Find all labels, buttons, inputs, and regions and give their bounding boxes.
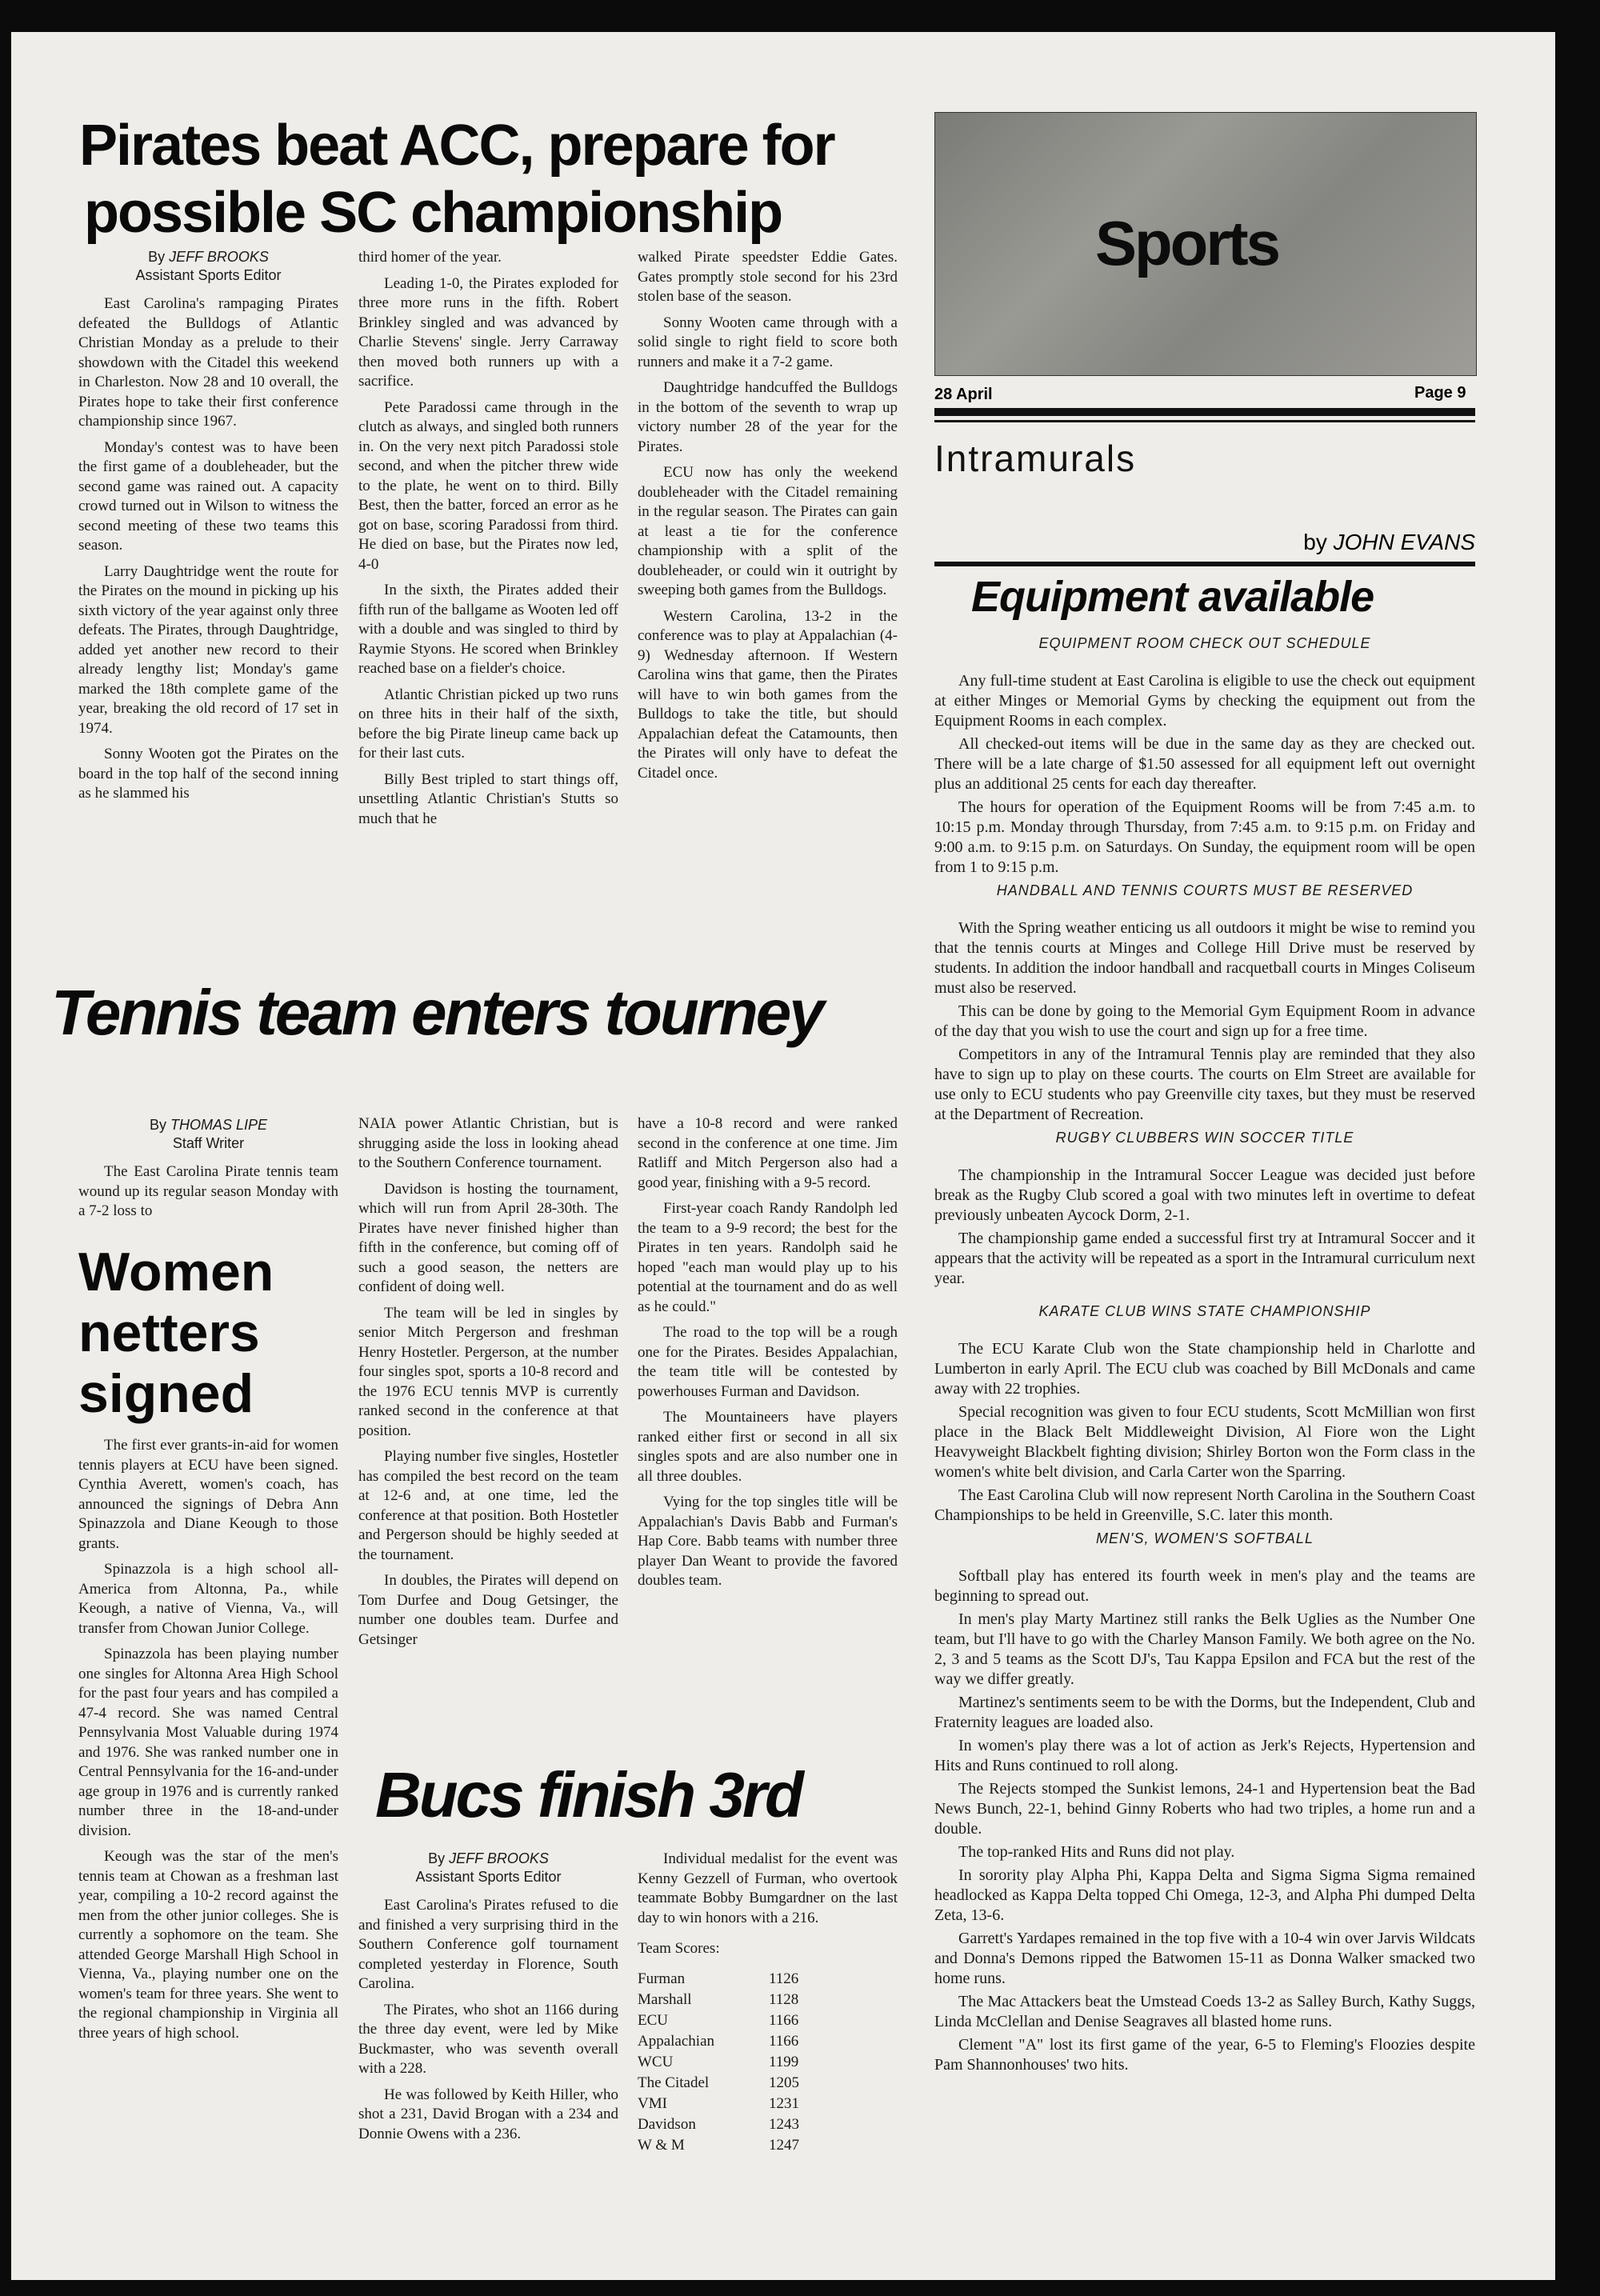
- team-name: Furman: [638, 1970, 686, 1987]
- paragraph: In doubles, the Pirates will depend on Tom Durfee and Doug Getsinger, the number one doubles team. Durfee and Getsinger: [358, 1572, 618, 1648]
- team-score: 1128: [769, 1990, 799, 2008]
- tennis-byline: [78, 1116, 338, 1153]
- tennis-column-1-lead: [78, 1116, 338, 1228]
- team-name: Appalachian: [638, 2032, 715, 2050]
- paragraph: The Pirates, who shot an 1166 during the three day event, were led by Mike Buckmaster, who was seventh overall with a 228.: [358, 2001, 618, 2077]
- team-score-row: [638, 1991, 799, 2012]
- team-score: 1166: [769, 2011, 799, 2029]
- paragraph: The ECU Karate Club won the State championship held in Charlotte and Lumberton in early April. The ECU club was coached by Bill McDonals and came away with 22 trophies.: [934, 1340, 1475, 1398]
- team-score-row: [638, 2116, 799, 2137]
- paragraph: Sonny Wooten got the Pirates on the board in the top half of the second inning as he slammed his: [78, 746, 338, 802]
- paragraph: ECU now has only the weekend doubleheader with the Citadel remaining in the regular season. The Pirates can gain at least a tie for the conference championship with a split of the doubleheader, or could win it outright by sweeping both games from the Bulldogs.: [638, 464, 898, 598]
- sports-section-title: Sports: [1095, 208, 1279, 278]
- paragraph: The Mountaineers have players ranked either first or second in all six singles spots and are also number one in all three doubles.: [638, 1409, 898, 1485]
- paragraph: With the Spring weather enticing us all outdoors it might be wise to remind you that the tennis courts at Minges and College Hill Drive must be reserved by students. In addition the indoor handball and racquetball courts in Minges Coliseum must also be reserved.: [934, 919, 1475, 997]
- tennis-column-2: [358, 1114, 618, 1656]
- masthead-rule-thin: [934, 420, 1475, 422]
- intramurals-rule: [934, 562, 1475, 566]
- paragraph: Softball play has entered its fourth week in men's play and the teams are beginning to spread out.: [934, 1567, 1475, 1605]
- article1-headline-line2: possible SC championship: [84, 181, 782, 245]
- women-headline: [78, 1242, 338, 1424]
- paragraph: In the sixth, the Pirates added their fifth run of the ballgame as Wooten led off with a double and was singled to third by Raymie Styons. He scored when Brinkley reached base on a fielder's choice.: [358, 582, 618, 677]
- paragraph: East Carolina's Pirates refused to die and finished a very surprising third in the Southern Conference golf tournament completed yesterday in Florence, South Carolina.: [358, 1897, 618, 1992]
- paragraph: The hours for operation of the Equipment Rooms will be from 7:45 a.m. to 10:15 p.m. Monday through Thursday, from 7:45 a.m. to 9:15 p.m. on Friday and 9:00 a.m. to 9:15 p.m. on Saturdays. On Sunday, the equipment room will be open from 1 to 9:15 p.m.: [934, 798, 1475, 876]
- team-score-row: [638, 1970, 799, 1991]
- bucs-headline: Bucs finish 3rd: [375, 1759, 802, 1830]
- sports-masthead-photo: [934, 112, 1477, 376]
- paragraph: The first ever grants-in-aid for women tennis players at ECU have been signed. Cynthia Averett, women's coach, has announced the signings of Debra Ann Spinazzola and Diane Keough to those grants.: [78, 1437, 338, 1552]
- masthead-date: 28 April: [934, 386, 993, 403]
- paragraph: The Rejects stomped the Sunkist lemons, 24-1 and Hypertension beat the Bad News Bunch, 22-1, behind Ginny Roberts who had two triples, a home run and a double.: [934, 1780, 1475, 1838]
- article1-byline: [78, 248, 338, 285]
- team-score: 1199: [769, 2053, 799, 2070]
- team-name: VMI: [638, 2094, 667, 2112]
- paragraph: Davidson is hosting the tournament, which will run from April 28-30th. The Pirates have never finished higher than fifth in the conference, but coming off of such a good season, the netters are confident of doing well.: [358, 1180, 618, 1295]
- paragraph: Sonny Wooten came through with a solid single to right field to score both runners and make it a 7-2 game.: [638, 314, 898, 370]
- masthead-page-number: Page 9: [1414, 384, 1466, 402]
- article1-column-1: [78, 248, 338, 810]
- paragraph: Spinazzola is a high school all-America from Altonna, Pa., while Keough, a native of Vienna, Va., will transfer from Chowan Junior College.: [78, 1561, 338, 1637]
- paragraph: In sorority play Alpha Phi, Kappa Delta and Sigma Sigma Sigma remained headlocked as Kappa Delta topped Chi Omega, 12-3, and Alpha Phi dumped Delta Zeta, 13-6.: [934, 1866, 1475, 1924]
- paragraph: have a 10-8 record and were ranked second in the conference at one time. Jim Ratliff and Mitch Pergerson also had a good year, finishing with a 9-5 record.: [638, 1115, 898, 1191]
- paragraph: Martinez's sentiments seem to be with the Dorms, but the Independent, Club and Fraternity leagues are loaded also.: [934, 1694, 1475, 1731]
- team-scores-label: Team Scores:: [638, 1940, 720, 1957]
- byline-prefix: By: [428, 1850, 446, 1866]
- paragraph: He was followed by Keith Hiller, who shot a 231, David Brogan with a 234 and Donnie Owens with a 236.: [358, 2086, 618, 2142]
- paragraph: Competitors in any of the Intramural Tennis play are reminded that they also have to sign up to play on these courts. The courts on Elm Street are available for use only to ECU students who pay Greenville city taxes, but they must be reserved at the Department of Recreation.: [934, 1046, 1475, 1123]
- intramurals-title: Intramurals: [934, 438, 1137, 479]
- masthead-rule: [934, 408, 1475, 416]
- paragraph: Billy Best tripled to start things off, unsettling Atlantic Christian's Stutts so much that he: [358, 770, 618, 827]
- paragraph: East Carolina's rampaging Pirates defeated the Bulldogs of Atlantic Christian Monday as a prelude to their showdown with the Citadel this weekend in Charleston. Now 28 and 10 overall, the Pirates hope to take their first conference championship since 1967.: [78, 295, 338, 430]
- paragraph: Garrett's Yardapes remained in the top five with a 10-4 win over Jarvis Wildcats and Donna's Demons ripped the Batwomen 15-11 as Donna Walker smacked two home runs.: [934, 1930, 1475, 1987]
- paragraph: The championship in the Intramural Soccer League was decided just before break as the Rugby Club scored a goal with two minutes left in overtime to defeat previously unbeaten Aycock Dorm, 2-1.: [934, 1166, 1475, 1224]
- section-heading: RUGBY CLUBBERS WIN SOCCER TITLE: [1055, 1130, 1354, 1146]
- women-headline-line3: signed: [78, 1363, 254, 1424]
- paragraph: The East Carolina Pirate tennis team wound up its regular season Monday with a 7-2 loss to: [78, 1163, 338, 1219]
- paragraph: Clement "A" lost its first game of the year, 6-5 to Fleming's Floozies despite Pam Shannonhouses' two hits.: [934, 2036, 1475, 2074]
- section-heading: KARATE CLUB WINS STATE CHAMPIONSHIP: [1038, 1303, 1371, 1319]
- paragraph: Special recognition was given to four ECU students, Scott McMillian won first place in the Black Belt Middleweight Division, Al Fiore won the Light Heavyweight Blackbelt fighting division; Shirley Borton won the Form class in the women's white belt division, and Carla Carter won the Sparring.: [934, 1403, 1475, 1481]
- team-score-row: [638, 2012, 799, 2033]
- paragraph: The road to the top will be a rough one for the Pirates. Besides Appalachian, the team title will be contested by powerhouses Furman and Davidson.: [638, 1324, 898, 1400]
- tennis-column-3: [638, 1114, 898, 1598]
- section-heading: HANDBALL AND TENNIS COURTS MUST BE RESERVED: [996, 882, 1414, 898]
- section-heading: EQUIPMENT ROOM CHECK OUT SCHEDULE: [1038, 635, 1371, 651]
- team-name: W & M: [638, 2136, 685, 2154]
- team-scores-table: [638, 1970, 799, 2158]
- team-score-row: [638, 2095, 799, 2116]
- section-heading: MEN'S, WOMEN'S SOFTBALL: [1096, 1530, 1314, 1546]
- paragraph: Larry Daughtridge went the route for the Pirates on the mound in picking up his sixth victory of the year against only three defeats. The Pirates, through Daughtridge, added yet another new record to their already lengthy list; Monday's game marked the 18th complete game of the year, breaking the old record of 17 set in 1974.: [78, 562, 338, 737]
- intramurals-byline: [1243, 530, 1475, 555]
- bucs-byline: [358, 1850, 618, 1886]
- byline-prefix: By: [148, 249, 166, 265]
- byline-prefix: By: [149, 1117, 166, 1133]
- tennis-headline: Tennis team enters tourney: [51, 977, 822, 1048]
- paragraph: Keough was the star of the men's tennis team at Chowan as a freshman last year, compiling a 10-2 record against the men from the other junior colleges. She is currently a sophomore on the team. She attended George Marshall High School in Vienna, Va., playing number one on the women's team for three years. She went to the regional championship in Virginia all three years of high school.: [78, 1848, 338, 2042]
- paragraph: This can be done by going to the Memorial Gym Equipment Room in advance of the day that you wish to use the court and sign up for a free time.: [934, 1002, 1475, 1040]
- team-score-row: [638, 2033, 799, 2054]
- article1-headline-line1: Pirates beat ACC, prepare for: [79, 114, 834, 178]
- team-score-row: [638, 2054, 799, 2074]
- bucs-column-1: [358, 1850, 618, 2150]
- team-score: 1243: [769, 2115, 799, 2133]
- byline-name: JOHN EVANS: [1333, 530, 1475, 554]
- team-name: ECU: [638, 2011, 668, 2029]
- women-headline-line1: Women: [78, 1242, 274, 1302]
- article1-column-2: [358, 248, 618, 835]
- byline-title: Assistant Sports Editor: [415, 1869, 562, 1885]
- byline-name: JEFF BROOKS: [449, 1850, 549, 1866]
- paragraph: Playing number five singles, Hostetler has compiled the best record on the team at 12-6 and, at one time, led the conference at that position. Both Hostetler and Pergerson should be highly seeded at the tournament.: [358, 1448, 618, 1563]
- team-score: 1231: [769, 2094, 799, 2112]
- paragraph: First-year coach Randy Randolph led the team to a 9-9 record; the best for the Pirates in ten years. Randolph said he hoped "each man would play up to his potential at the tournament and do as well as he could.": [638, 1200, 898, 1315]
- team-score: 1126: [769, 1970, 799, 1987]
- paragraph: Any full-time student at East Carolina is eligible to use the check out equipment at either Minges or Memorial Gyms by checking the equipment out from the Equipment Rooms in each complex.: [934, 672, 1475, 730]
- paragraph: Pete Paradossi came through in the clutch as always, and singled both runners in. On the very next pitch Paradossi stole second, and when the pitcher threw wide to the plate, he went on to third. Billy Best, then the batter, forced an error as he got on base, scoring Paradossi from third. He died on base, but the Pirates now led, 4-0: [358, 398, 618, 573]
- team-name: Marshall: [638, 1990, 692, 2008]
- paragraph: NAIA power Atlantic Christian, but is shrugging aside the loss in looking ahead to the Southern Conference tournament.: [358, 1115, 618, 1171]
- paragraph: Leading 1-0, the Pirates exploded for three more runs in the fifth. Robert Brinkley singled and was advanced by Charlie Stevens' single. Jerry Carraway then moved both runners up with a sacrifice.: [358, 274, 618, 390]
- paragraph: walked Pirate speedster Eddie Gates. Gates promptly stole second for his 23rd stolen base of the season.: [638, 249, 898, 305]
- women-headline-line2: netters: [78, 1302, 260, 1363]
- paragraph: Individual medalist for the event was Kenny Gezzell of Furman, who overtook teammate Bobby Bumgardner on the last day to win honors with a 216.: [638, 1850, 898, 1926]
- byline-name: JEFF BROOKS: [169, 249, 269, 265]
- team-score: 1166: [769, 2032, 799, 2050]
- paragraph: In men's play Marty Martinez still ranks the Belk Uglies as the Number One team, but I'll have to go with the Charley Manson Family. We both agree on the No. 2, 3 and 5 teams as the Scott DJ's, Tau Kappa Epsilon and FCA but the rest of the way we differ greatly.: [934, 1610, 1475, 1688]
- intramurals-column: [934, 630, 1475, 2078]
- article1-column-3: [638, 248, 898, 790]
- team-name: The Citadel: [638, 2074, 710, 2091]
- paragraph: Vying for the top singles title will be Appalachian's Davis Babb and Furman's Hap Core. Babb teams with number three player Dan Weant to provide the favored doubles team.: [638, 1494, 898, 1589]
- paragraph: The championship game ended a successful first try at Intramural Soccer and it appears that the activity will be repeated as a sport in the Intramural curriculum next year.: [934, 1230, 1475, 1287]
- paragraph: Spinazzola has been playing number one singles for Altonna Area High School for the past four years and has compiled a 47-4 record. She was named Central Pennsylvania Most Valuable during 1974 and 1976. She was ranked number one in Central Pennsylvania for the 16-and-under age group in 1976 and is currently ranked number three in the 18-and-under division.: [78, 1646, 338, 1839]
- equipment-headline: Equipment available: [971, 573, 1374, 621]
- byline-name: THOMAS LIPE: [170, 1117, 268, 1133]
- paragraph: Atlantic Christian picked up two runs on three hits in their half of the sixth, before the big Pirate lineup came back up for their last cuts.: [358, 686, 618, 762]
- paragraph: Monday's contest was to have been the first game of a doubleheader, but the second game was rained out. A capacity crowd turned out in Wilson to witness the second meeting of these two teams this season.: [78, 438, 338, 554]
- team-score-row: [638, 2137, 799, 2158]
- paragraph: The top-ranked Hits and Runs did not play.: [958, 1843, 1235, 1861]
- team-name: Davidson: [638, 2115, 696, 2133]
- team-name: WCU: [638, 2053, 674, 2070]
- paragraph: In women's play there was a lot of action as Jerk's Rejects, Hypertension and Hits and Runs continued to roll along.: [934, 1737, 1475, 1774]
- women-column: [78, 1436, 338, 2050]
- paragraph: The team will be led in singles by senior Mitch Pergerson and freshman Henry Hostetler. Pergerson, at the number four singles spot, sports a 10-8 record and the 1976 ECU tennis MVP is currently ranked second in the conference at that position.: [358, 1304, 618, 1439]
- paragraph: Western Carolina, 13-2 in the conference was to play at Appalachian (4-9) Wednesday afternoon. If Western Carolina wins that game, then the Pirates will have to win both games from the Bulldogs to take the title, but should Appalachian defeat the Catamounts, then the Pirates will only have to defeat the Citadel once.: [638, 607, 898, 782]
- byline-title: Assistant Sports Editor: [135, 267, 282, 283]
- team-score: 1205: [769, 2074, 799, 2091]
- paragraph: All checked-out items will be due in the same day as they are checked out. There will be a late charge of $1.50 assessed for all equipment left out overnight plus an additional 25 cents for each day thereafter.: [934, 735, 1475, 793]
- paragraph: The Mac Attackers beat the Umstead Coeds 13-2 as Salley Burch, Kathy Suggs, Linda McClellan and Denise Seagraves all blasted home runs.: [934, 1993, 1475, 2030]
- team-score-row: [638, 2074, 799, 2095]
- paragraph: third homer of the year.: [358, 249, 502, 266]
- paragraph: The East Carolina Club will now represent North Carolina in the Southern Coast Championships to be held in Greenville, S.C. later this month.: [934, 1486, 1475, 1524]
- bucs-column-2: [638, 1850, 898, 2158]
- team-score: 1247: [769, 2136, 799, 2154]
- newspaper-page: [11, 32, 1555, 2280]
- byline-prefix: by: [1303, 530, 1327, 554]
- paragraph: Daughtridge handcuffed the Bulldogs in the bottom of the seventh to wrap up victory number 28 of the year for the Pirates.: [638, 379, 898, 455]
- article1-headline: [79, 112, 911, 246]
- byline-title: Staff Writer: [172, 1135, 245, 1151]
